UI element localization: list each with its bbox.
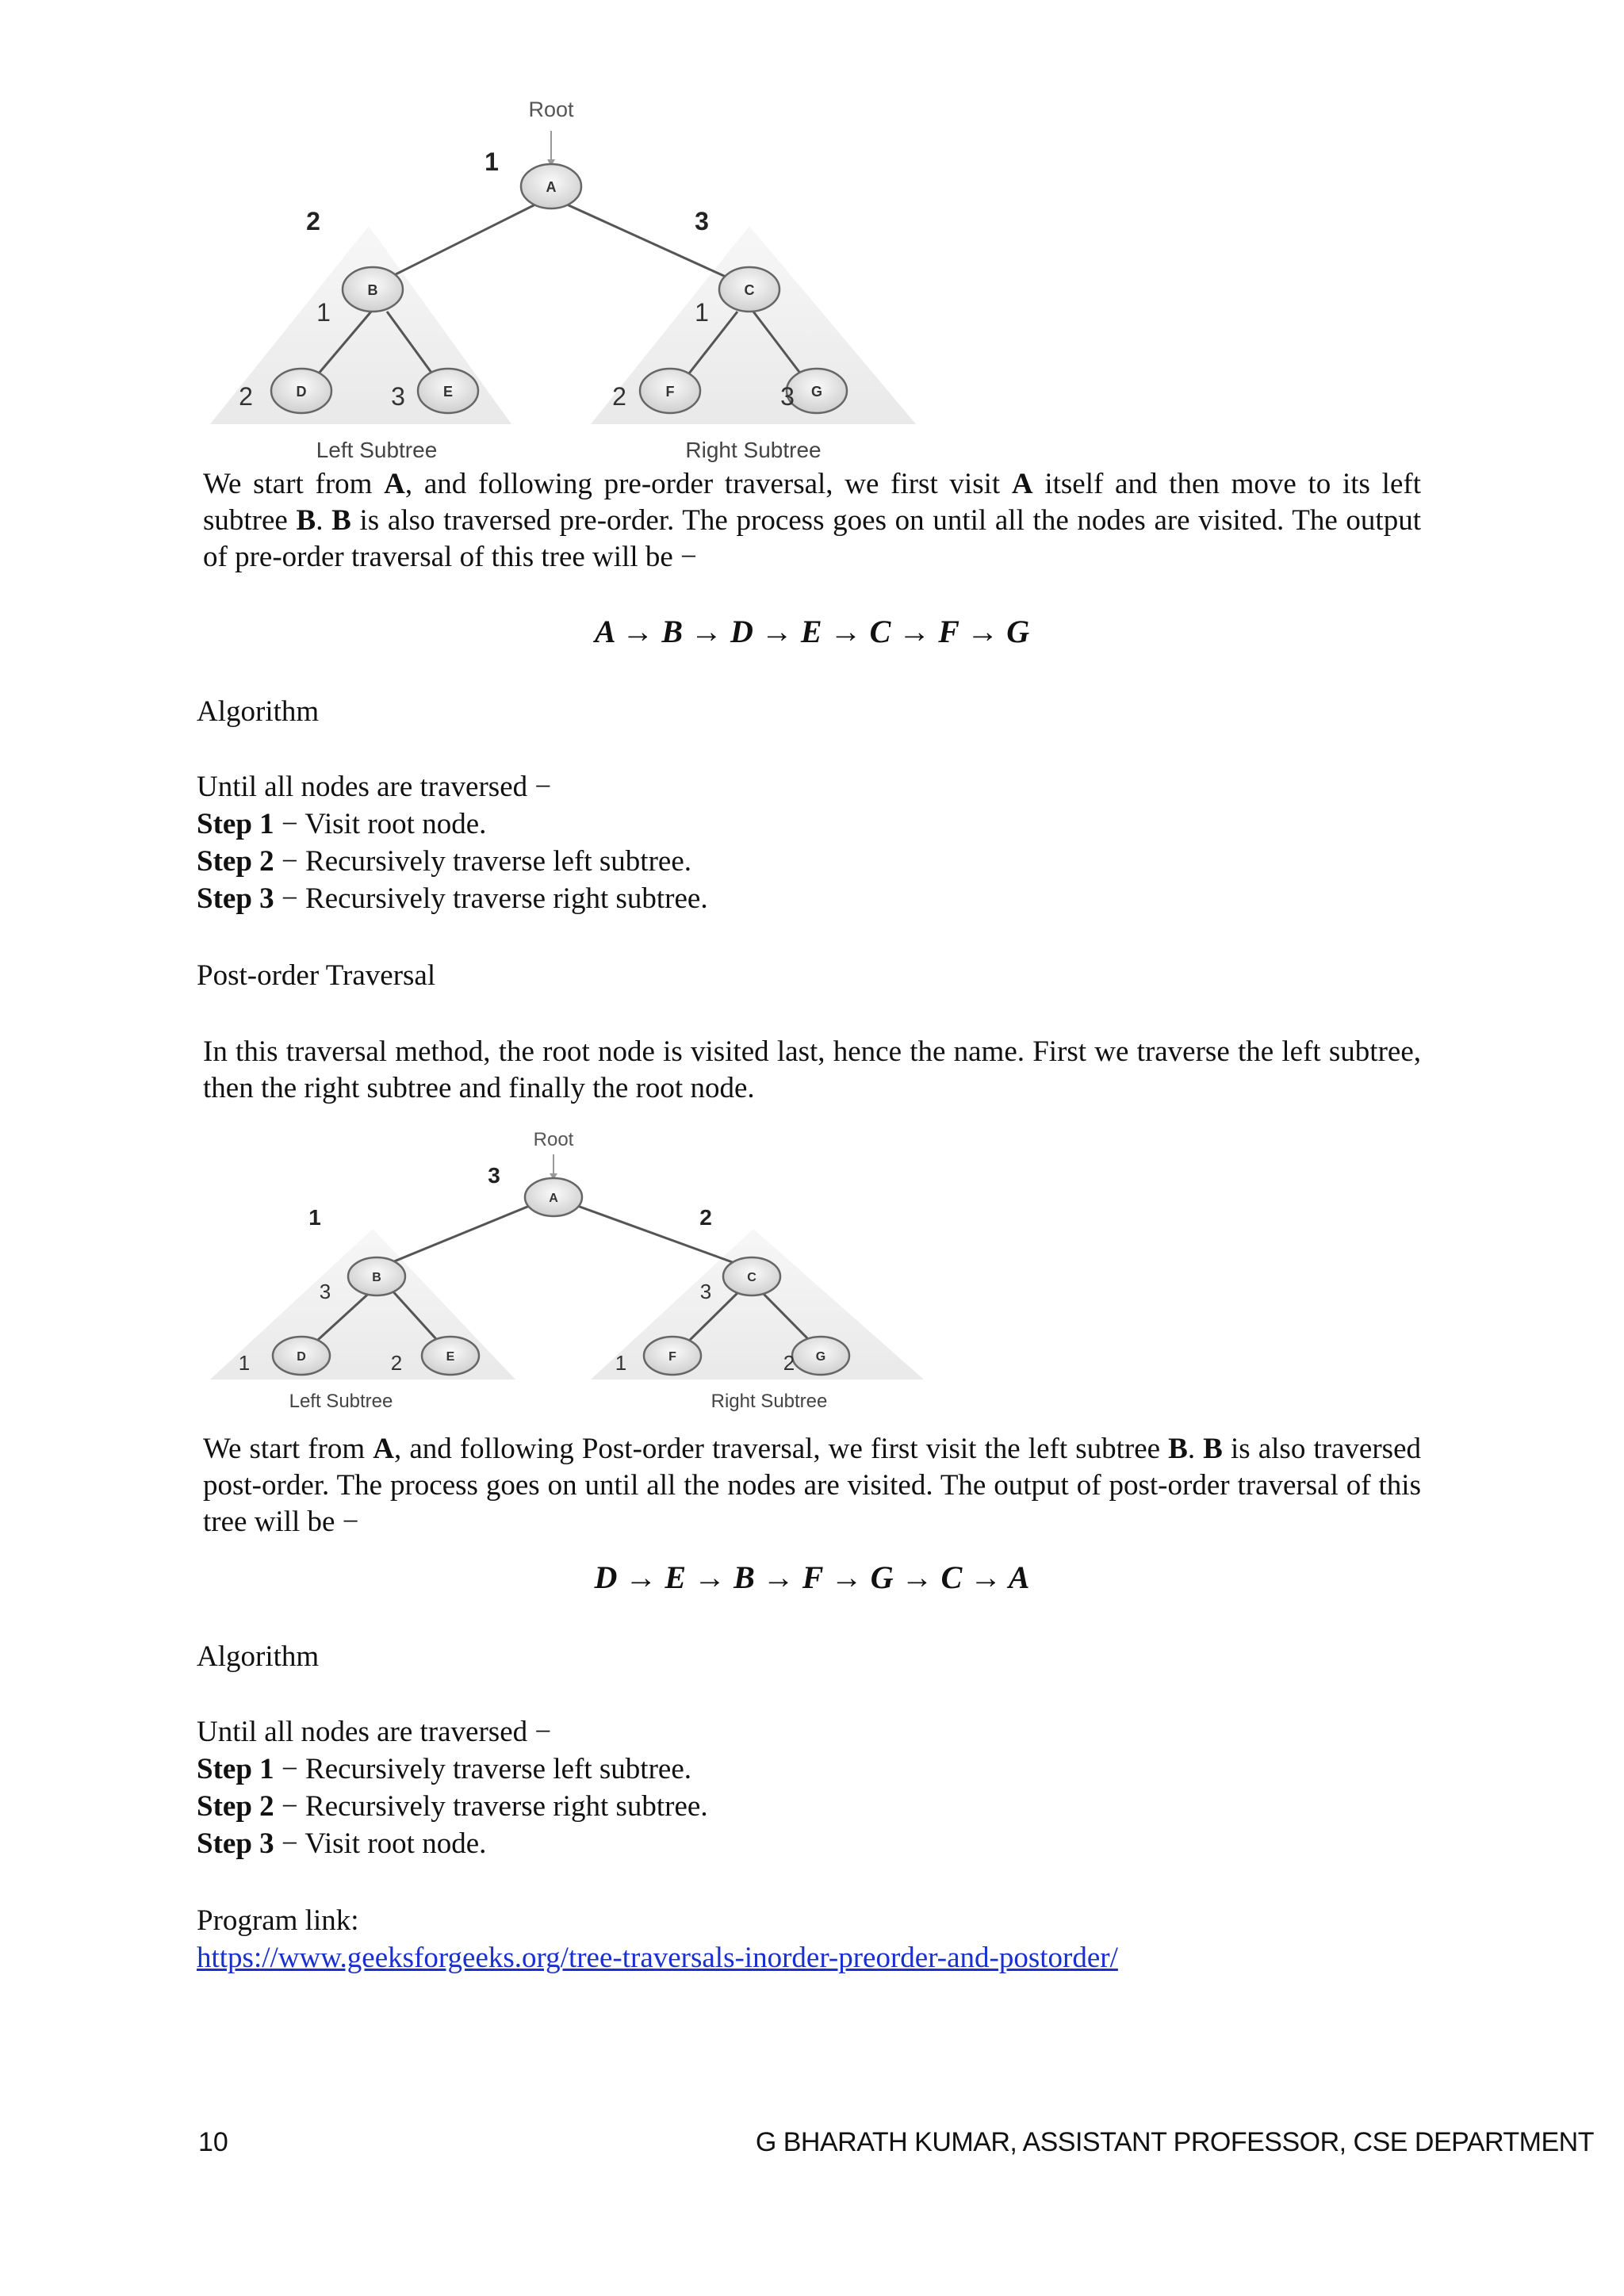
left-subtree-caption: Left Subtree (289, 1391, 393, 1412)
order-number-g: 2 (783, 1351, 795, 1375)
order-number-f: 2 (612, 382, 626, 411)
right-subtree-triangle (591, 1229, 924, 1380)
text: itself and then move to its left subtree (203, 468, 1421, 537)
preorder-step-3 (197, 881, 708, 917)
postorder-step-1 (197, 1751, 691, 1788)
step-text: − Recursively traverse left subtree. (274, 845, 691, 878)
node-b-label: B (372, 1271, 381, 1284)
preorder-step-2 (197, 844, 691, 880)
preorder-algorithm-heading: Algorithm (197, 695, 320, 728)
preorder-tree-diagram (198, 91, 928, 472)
text: . (1187, 1433, 1204, 1465)
bold-node: B (331, 504, 351, 537)
edge-a-c (571, 1203, 745, 1267)
order-number-b-subtree: 2 (306, 207, 320, 235)
text: . (316, 504, 332, 537)
text: , and following pre-order traversal, we first visit (404, 468, 1012, 500)
step-label: Step 2 (197, 1790, 274, 1823)
postorder-step-2 (197, 1789, 708, 1825)
node-e-label: E (442, 384, 454, 400)
postorder-heading: Post-order Traversal (197, 959, 436, 992)
postorder-explanation (203, 1431, 1421, 1540)
order-number-a: 1 (485, 147, 499, 176)
root-label: Root (533, 1129, 574, 1150)
preorder-step-1 (197, 806, 486, 843)
right-subtree-caption: Right Subtree (710, 1391, 828, 1412)
program-link-label: Program link: (197, 1904, 359, 1937)
step-text: − Recursively traverse right subtree. (274, 882, 708, 915)
edge-a-b (377, 205, 535, 284)
text: is also traversed pre-order. The process goes on until all the nodes are visited. The output of pre-order traversal of this tree will be − (203, 504, 1421, 573)
preorder-output: A → B → D → E → C → F → G (594, 614, 1030, 649)
node-g-label: G (815, 1350, 826, 1364)
order-number-b-subtree: 1 (308, 1205, 321, 1230)
step-text: − Visit root node. (274, 808, 487, 840)
order-number-d: 2 (239, 382, 253, 411)
order-number-f: 1 (615, 1351, 627, 1375)
node-c-label: C (744, 282, 755, 298)
node-f-label: F (665, 384, 675, 400)
bold-node: B (296, 504, 316, 537)
text: We start from (203, 468, 385, 500)
node-a-label: A (546, 179, 557, 195)
order-number-d: 1 (238, 1351, 251, 1375)
bold-node: A (1011, 468, 1033, 500)
postorder-intro: In this traversal method, the root node is visited last, hence the name. First we traverse the left subtree, then the right subtree and finally the root node. (203, 1035, 1421, 1104)
postorder-tree-diagram (198, 1126, 928, 1419)
preorder-until-line: Until all nodes are traversed − (197, 771, 552, 803)
order-number-e: 3 (391, 382, 405, 411)
step-label: Step 1 (197, 808, 274, 840)
bold-node: A (373, 1433, 395, 1465)
node-a-label: A (549, 1192, 558, 1205)
step-text: − Recursively traverse left subtree. (274, 1753, 691, 1785)
edge-a-b (381, 1203, 535, 1267)
text: , and following Post-order traversal, we first visit the left subtree (394, 1433, 1169, 1465)
postorder-until-line: Until all nodes are traversed − (197, 1716, 552, 1748)
preorder-explanation (203, 466, 1421, 576)
root-label: Root (528, 98, 574, 121)
edge-a-c (567, 205, 741, 284)
node-b-label: B (367, 282, 378, 298)
order-number-c-subtree: 2 (699, 1205, 712, 1230)
postorder-output: D → E → B → F → G → C → A (594, 1559, 1030, 1595)
node-c-label: C (747, 1271, 756, 1284)
step-label: Step 3 (197, 1827, 274, 1860)
text: is also traversed post-order. The process goes on until all the nodes are visited. The output of post-order traversal of this tree will be − (203, 1433, 1421, 1538)
program-link-row (197, 1940, 1118, 1976)
order-number-c-subtree: 3 (695, 207, 709, 235)
step-label: Step 3 (197, 882, 274, 915)
node-d-label: D (297, 1350, 306, 1364)
order-number-b: 1 (316, 298, 331, 327)
program-link[interactable]: https://www.geeksforgeeks.org/tree-traversals-inorder-preorder-and-postorder/ (197, 1942, 1118, 1974)
step-text: − Recursively traverse right subtree. (274, 1790, 708, 1823)
right-subtree-caption: Right Subtree (685, 438, 822, 462)
left-subtree-caption: Left Subtree (316, 438, 438, 462)
page-number: 10 (198, 2127, 228, 2157)
bold-node: B (1168, 1433, 1188, 1465)
node-d-label: D (296, 384, 307, 400)
bold-node: A (384, 468, 405, 500)
node-f-label: F (668, 1350, 676, 1364)
order-number-e: 2 (390, 1351, 403, 1375)
text: We start from (203, 1433, 373, 1465)
step-label: Step 1 (197, 1753, 274, 1785)
postorder-algorithm-heading: Algorithm (197, 1640, 320, 1673)
postorder-step-3 (197, 1826, 486, 1862)
node-e-label: E (446, 1350, 455, 1364)
step-text: − Visit root node. (274, 1827, 487, 1860)
node-g-label: G (810, 384, 823, 400)
order-number-g: 3 (780, 382, 795, 411)
order-number-c: 1 (695, 298, 709, 327)
order-number-a: 3 (488, 1163, 500, 1188)
step-label: Step 2 (197, 845, 274, 878)
order-number-c: 3 (699, 1280, 712, 1303)
order-number-b: 3 (319, 1280, 331, 1303)
footer-author: G BHARATH KUMAR, ASSISTANT PROFESSOR, CSE DEPARTMENT (755, 2127, 1594, 2157)
bold-node: B (1203, 1433, 1223, 1465)
